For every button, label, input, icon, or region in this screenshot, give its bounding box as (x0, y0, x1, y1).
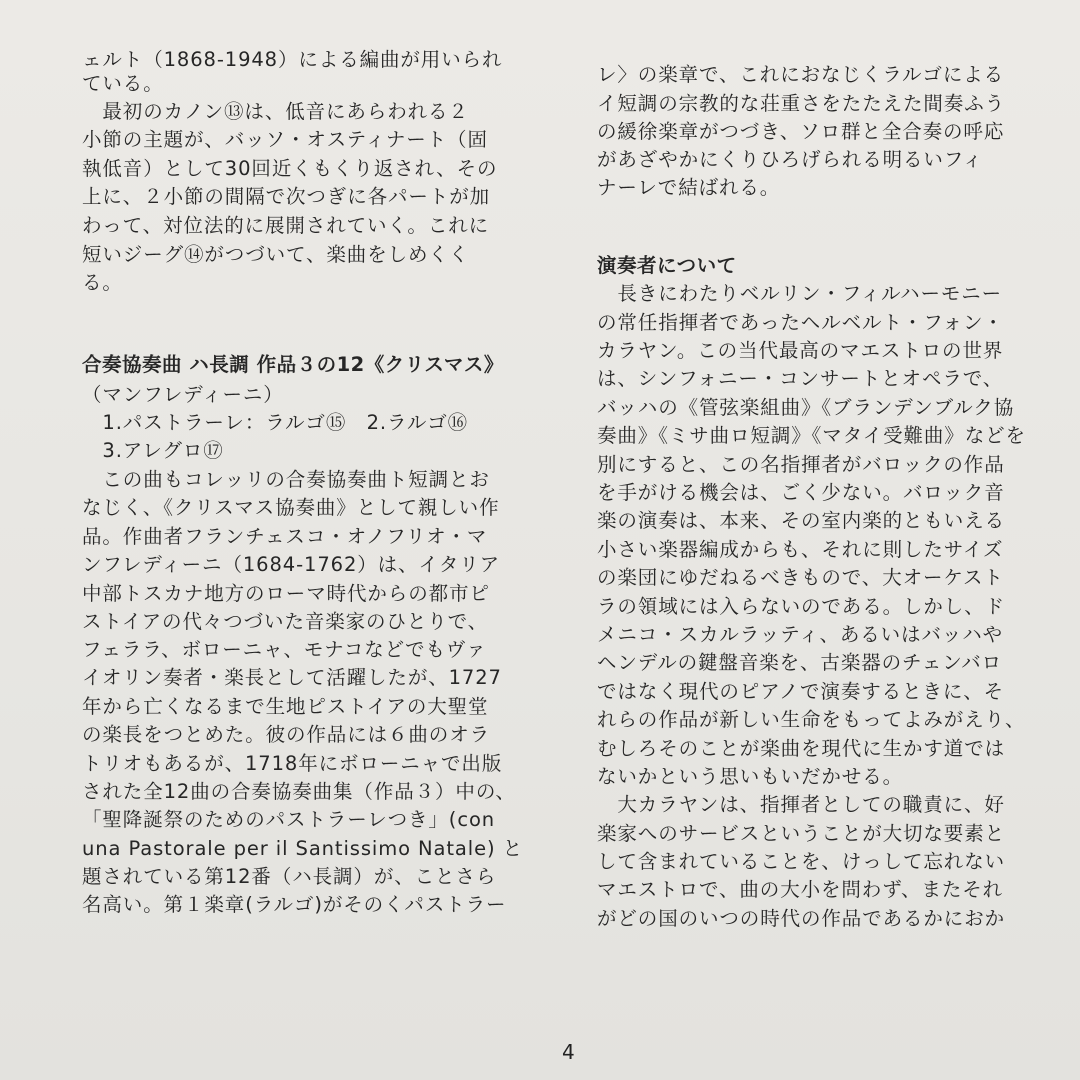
right-text-line: して含まれていることを、けっして忘れない (597, 850, 1006, 873)
left-text-line: una Pastorale per il Santissimo Natale) と (82, 837, 524, 860)
right-text-line: 大カラヤンは、指揮者としての職責に、好 (597, 793, 1005, 816)
left-text-line: ストイアの代々つづいた音楽家のひとりで、 (82, 610, 489, 633)
right-text-line: バッハの《管弦楽組曲》《ブランデンブルク協 (597, 396, 1015, 419)
left-text-line: この曲もコレッリの合奏協奏曲ト短調とお (82, 468, 490, 491)
left-text-line: イオリン奏者・楽長として活躍したが、1727 (82, 666, 502, 689)
left-text-line: 3.アレグロ⑰ (82, 439, 224, 462)
left-text-line: 年から亡くなるまで生地ピストイアの大聖堂 (82, 695, 489, 718)
right-text-line: を手がける機会は、ごく少ない。バロック音 (597, 481, 1005, 504)
left-text-line: 品。作曲者フランチェスコ・オノフリオ・マ (82, 525, 488, 548)
left-text-line: （マンフレディーニ） (82, 383, 284, 406)
left-text-line: 「聖降誕祭のためのパストラーレつき」(con (82, 808, 496, 831)
right-text-line: れらの作品が新しい生命をもってよみがえり、 (597, 708, 1026, 731)
right-text-line: ないかという思いもいだかせる。 (597, 765, 904, 788)
right-text-line: ラの領域には入らないのである。しかし、ド (597, 595, 1006, 618)
page-number: 4 (562, 1040, 575, 1064)
right-text-line: があざやかにくりひろげられる明るいフィ (597, 148, 984, 171)
right-text-line: メニコ・スカルラッティ、あるいはバッハや (597, 623, 1004, 646)
right-text-line: イ短調の宗教的な荘重さをたたえた間奏ふう (597, 92, 1006, 115)
right-text-line: ではなく現代のピアノで演奏するときに、そ (597, 680, 1005, 703)
left-text-line: トリオもあるが、1718年にボローニャで出版 (82, 752, 503, 775)
right-text-line: 奏曲》《ミサ曲ロ短調》《マタイ受難曲》などを (597, 424, 1026, 447)
left-text-line: なじく、《クリスマス協奏曲》として親しい作 (82, 496, 500, 519)
left-text-line: ェルト（1868-1948）による編曲が用いられ (82, 48, 503, 71)
left-text-line: ている。 (82, 72, 164, 95)
right-text-line: 楽家へのサービスということが大切な要素と (597, 822, 1006, 845)
left-text-line: された全12曲の合奏協奏曲集（作品３）中の、 (82, 780, 516, 803)
left-text-line: 題されている第12番（ハ長調）が、ことさら (82, 865, 497, 888)
right-text-line: ヘンデルの鍵盤音楽を、古楽器のチェンバロ (597, 651, 1003, 674)
right-section-heading: 演奏者について (597, 254, 737, 277)
left-text-line: る。 (82, 271, 123, 294)
left-text-line: 最初のカノン⑬は、低音にあらわれる２ (82, 100, 469, 123)
right-text-line: むしろそのことが楽曲を現代に生かす道では (597, 737, 1006, 760)
left-text-line: 短いジーグ⑭がつづいて、楽曲をしめくく (82, 243, 470, 266)
right-text-line: カラヤン。この当代最高のマエストロの世界 (597, 339, 1004, 362)
left-text-line: 小節の主題が、バッソ・オスティナート（固 (82, 128, 488, 151)
left-text-line: フェララ、ボローニャ、モナコなどでもヴァ (82, 638, 487, 661)
right-text-line: ナーレで結ばれる。 (597, 176, 781, 199)
right-text-line: の楽団にゆだねるべきもので、大オーケスト (597, 566, 1004, 589)
left-text-line: 中部トスカナ地方のローマ時代からの都市ピ (82, 582, 490, 605)
right-text-line: マエストロで、曲の大小を問わず、またそれ (597, 878, 1004, 901)
left-text-line: わって、対位法的に展開されていく。これに (82, 214, 490, 237)
right-text-line: 長きにわたりベルリン・フィルハーモニー (597, 282, 1003, 305)
right-text-line: の緩徐楽章がつづき、ソロ群と全合奏の呼応 (597, 120, 1005, 143)
left-text-line: 1.パストラーレ：ラルゴ⑮ 2.ラルゴ⑯ (82, 411, 469, 434)
right-text-line: 別にすると、この名指揮者がバロックの作品 (597, 453, 1005, 476)
left-text-line: 名高い。第１楽章(ラルゴ)がそのくパストラー (82, 893, 507, 916)
right-text-line: 楽の演奏は、本来、その室内楽的ともいえる (597, 509, 1006, 532)
left-text-line: 上に、２小節の間隔で次つぎに各パートが加 (82, 185, 491, 208)
right-text-line: は、シンフォニー・コンサートとオペラで、 (597, 367, 1004, 390)
right-text-line: の常任指揮者であったヘルベルト・フォン・ (597, 311, 1004, 334)
right-text-line: レ〉の楽章で、これにおなじくラルゴによる (597, 63, 1005, 86)
left-text-line: ンフレディーニ（1684-1762）は、イタリア (82, 553, 501, 576)
right-text-line: 小さい楽器編成からも、それに則したサイズ (597, 538, 1004, 561)
left-text-line: の楽長をつとめた。彼の作品には６曲のオラ (82, 723, 491, 746)
right-text-line: がどの国のいつの時代の作品であるかにおか (597, 907, 1006, 930)
left-text-line: 執低音）として30回近くもくり返され、その (82, 157, 498, 180)
left-section-heading: 合奏協奏曲 ハ長調 作品３の12《クリスマス》 (82, 353, 504, 376)
